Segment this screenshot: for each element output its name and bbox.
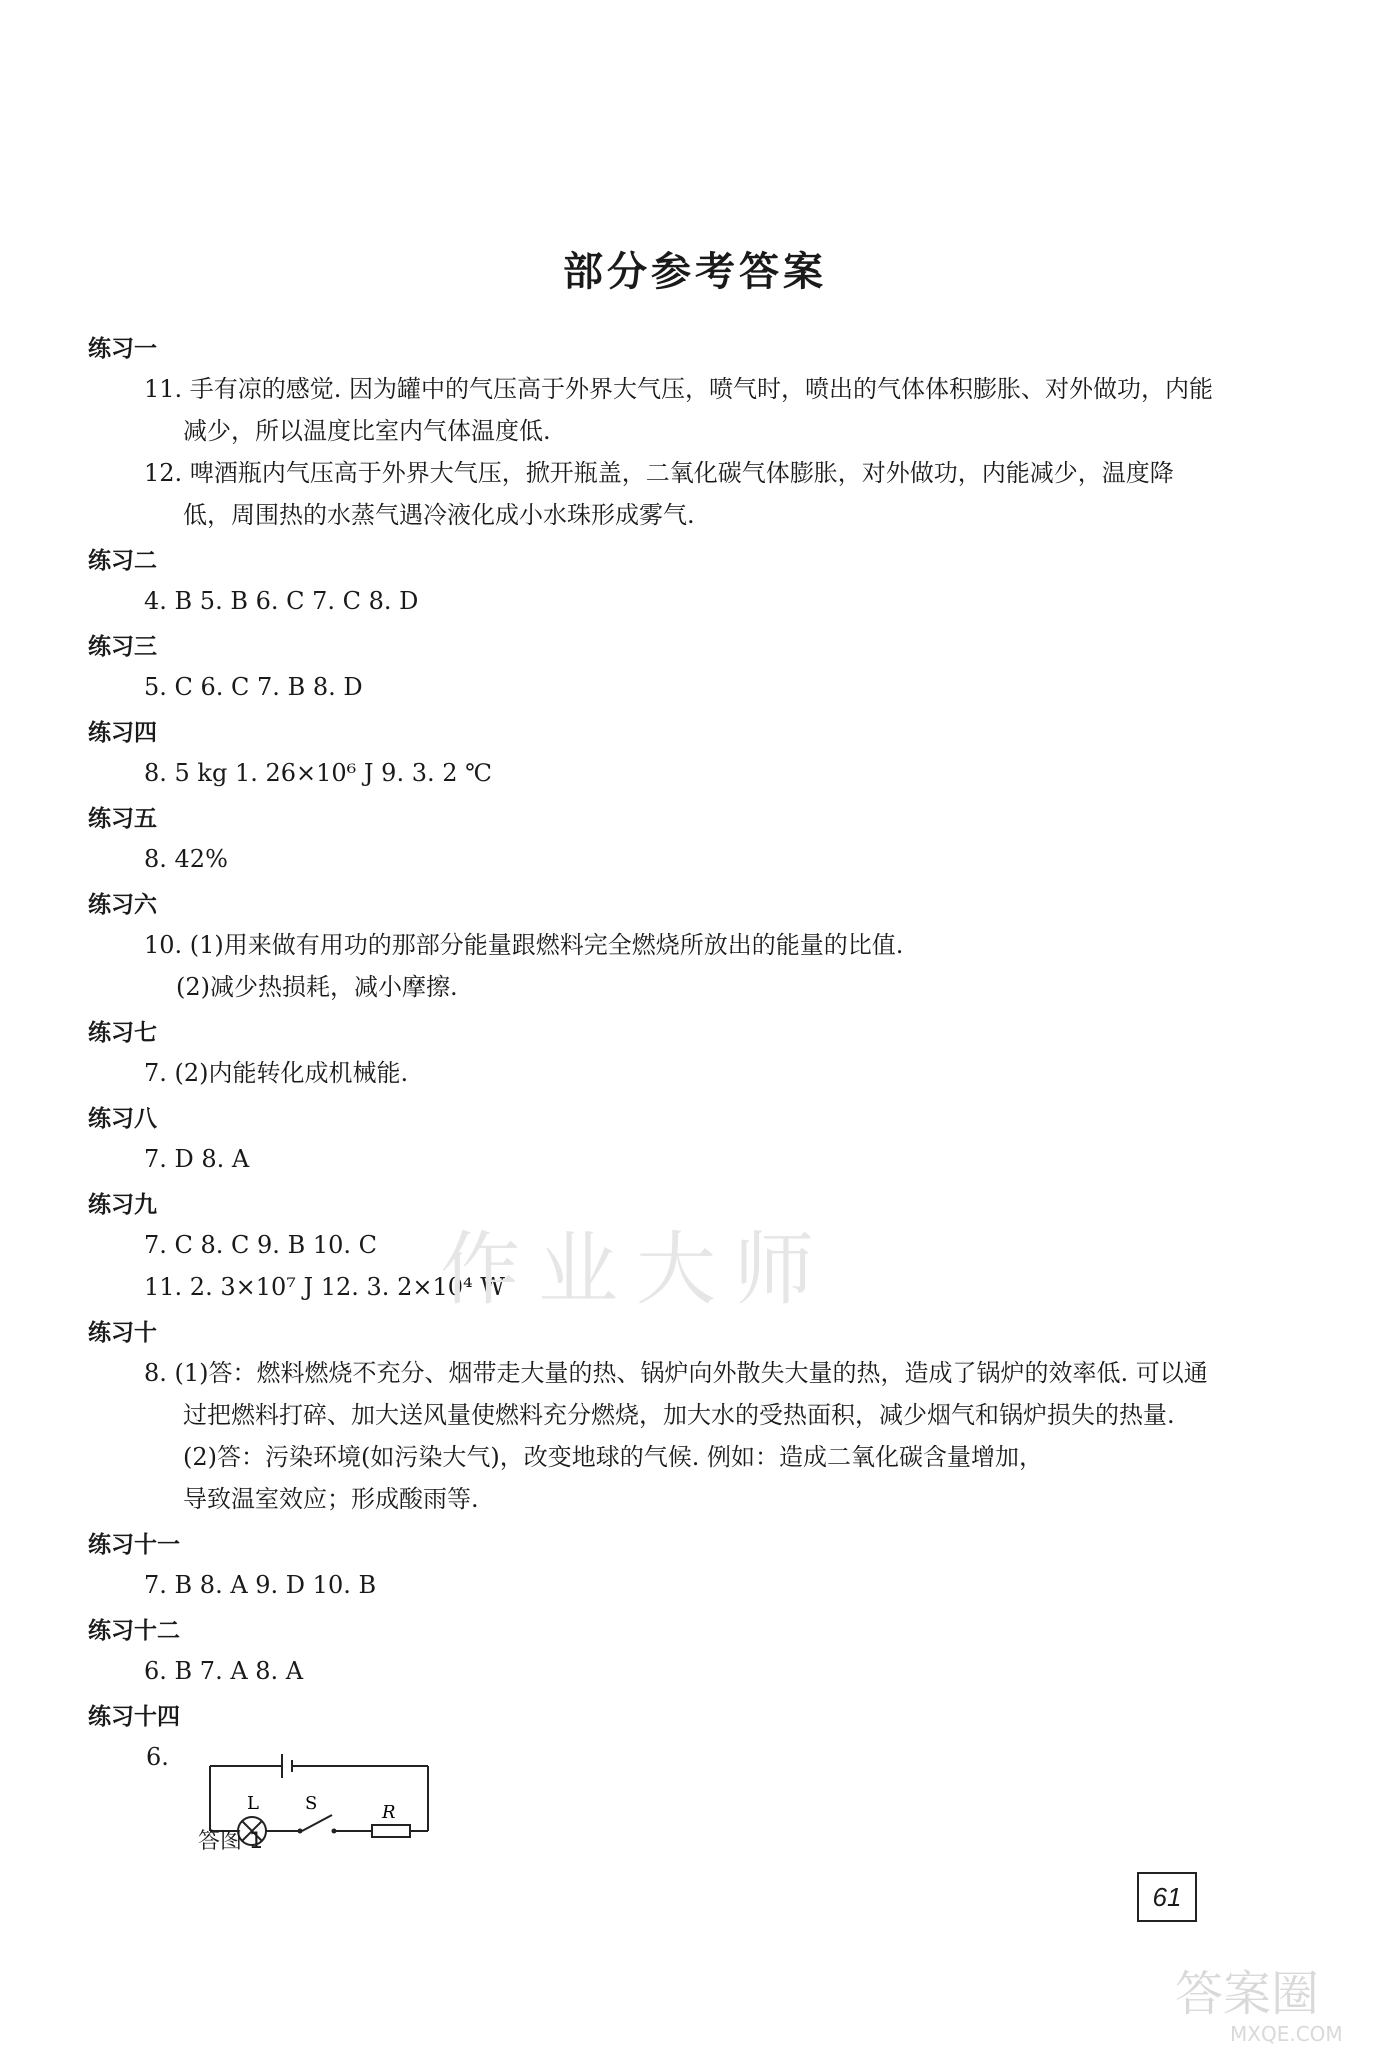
answer-section [88, 542, 1218, 622]
page-title: 部分参考答案 [563, 249, 827, 295]
answer-content [88, 330, 1218, 1892]
answer-line: (2)减少热损耗，减小摩擦. [176, 973, 458, 1001]
answer-section [88, 1186, 1218, 1308]
answer-section [88, 886, 1218, 1008]
section-heading: 练习八 [88, 1106, 157, 1132]
page-number: 61 [1137, 1872, 1197, 1922]
section-heading: 练习三 [88, 634, 157, 660]
answer-section [88, 628, 1218, 708]
section-heading: 练习十 [88, 1320, 157, 1346]
switch-label: S [305, 1793, 318, 1814]
answer-line: 7. (2)内能转化成机械能. [144, 1059, 409, 1087]
resistor-icon [372, 1825, 410, 1837]
section-heading: 练习十一 [88, 1532, 180, 1558]
answer-line: 8. 5 kg 1. 26×10⁶ J 9. 3. 2 ℃ [144, 759, 492, 787]
watermark-center: 作业大师 [440, 1223, 832, 1316]
section-heading: 练习十二 [88, 1618, 180, 1644]
section-heading: 练习四 [88, 720, 157, 746]
switch-blade [302, 1815, 332, 1831]
watermark-url: MXQE.COM [1230, 2022, 1343, 2046]
answer-line: 7. B 8. A 9. D 10. B [144, 1571, 377, 1599]
answer-line: 8. 42% [144, 845, 228, 873]
answer-section [88, 330, 1218, 536]
section-heading: 练习七 [88, 1020, 157, 1046]
answer-line: 7. D 8. A [144, 1145, 250, 1173]
figure-caption: 答图 1 [198, 1829, 263, 1854]
switch-contact-1 [298, 1829, 303, 1834]
answer-line: 11. 2. 3×10⁷ J 12. 3. 2×10⁴ W [144, 1273, 505, 1301]
question-number: 6. [146, 1743, 169, 1771]
section-heading: 练习二 [88, 548, 157, 574]
answer-section-circuit [88, 1698, 1218, 1886]
switch-contact-2 [332, 1829, 337, 1834]
resistor-label: R [382, 1802, 396, 1823]
answer-line: 4. B 5. B 6. C 7. C 8. D [144, 587, 419, 615]
answer-section [88, 800, 1218, 880]
section-heading: 练习九 [88, 1192, 157, 1218]
section-heading: 练习五 [88, 806, 157, 832]
answer-line: 10. (1)用来做有用功的那部分能量跟燃料完全燃烧所放出的能量的比值. [144, 931, 904, 959]
lamp-label: L [247, 1793, 259, 1814]
section-heading: 练习六 [88, 892, 157, 918]
answer-line: 7. C 8. C 9. B 10. C [144, 1231, 377, 1259]
answer-line: 11. 手有凉的感觉. 因为罐中的气压高于外界大气压，喷气时，喷出的气体体积膨胀、对外做功，内能减少，所以温度比室内气体温度低. [144, 375, 1214, 445]
answer-section [88, 1526, 1218, 1606]
answer-section [88, 1014, 1218, 1094]
section-heading: 练习十四 [88, 1704, 180, 1730]
answer-line: 6. B 7. A 8. A [144, 1657, 304, 1685]
circuit-block [88, 1736, 1218, 1886]
answer-line: 8. (1)答：燃料燃烧不充分、烟带走大量的热、锅炉向外散失大量的热，造成了锅炉的效率低. 可以通过把燃料打碎、加大送风量使燃料充分燃烧，加大水的受热面积，减少烟气和锅炉损失的热量. [144, 1359, 1208, 1429]
answer-line: (2)答：污染环境(如污染大气)，改变地球的气候. 例如：造成二氧化碳含量增加， [183, 1443, 1043, 1471]
watermark-corner: 答案圈 [1175, 1966, 1320, 2022]
answer-line: 导致温室效应；形成酸雨等. [183, 1485, 479, 1513]
answer-section [88, 714, 1218, 794]
answer-section [88, 1314, 1218, 1520]
answer-section [88, 1100, 1218, 1180]
section-heading: 练习一 [88, 336, 157, 362]
answer-line: 12. 啤酒瓶内气压高于外界大气压，掀开瓶盖，二氧化碳气体膨胀，对外做功，内能减少，温度降低，周围热的水蒸气遇冷液化成小水珠形成雾气. [144, 459, 1174, 529]
answer-section [88, 1612, 1218, 1692]
answer-line: 5. C 6. C 7. B 8. D [144, 673, 363, 701]
